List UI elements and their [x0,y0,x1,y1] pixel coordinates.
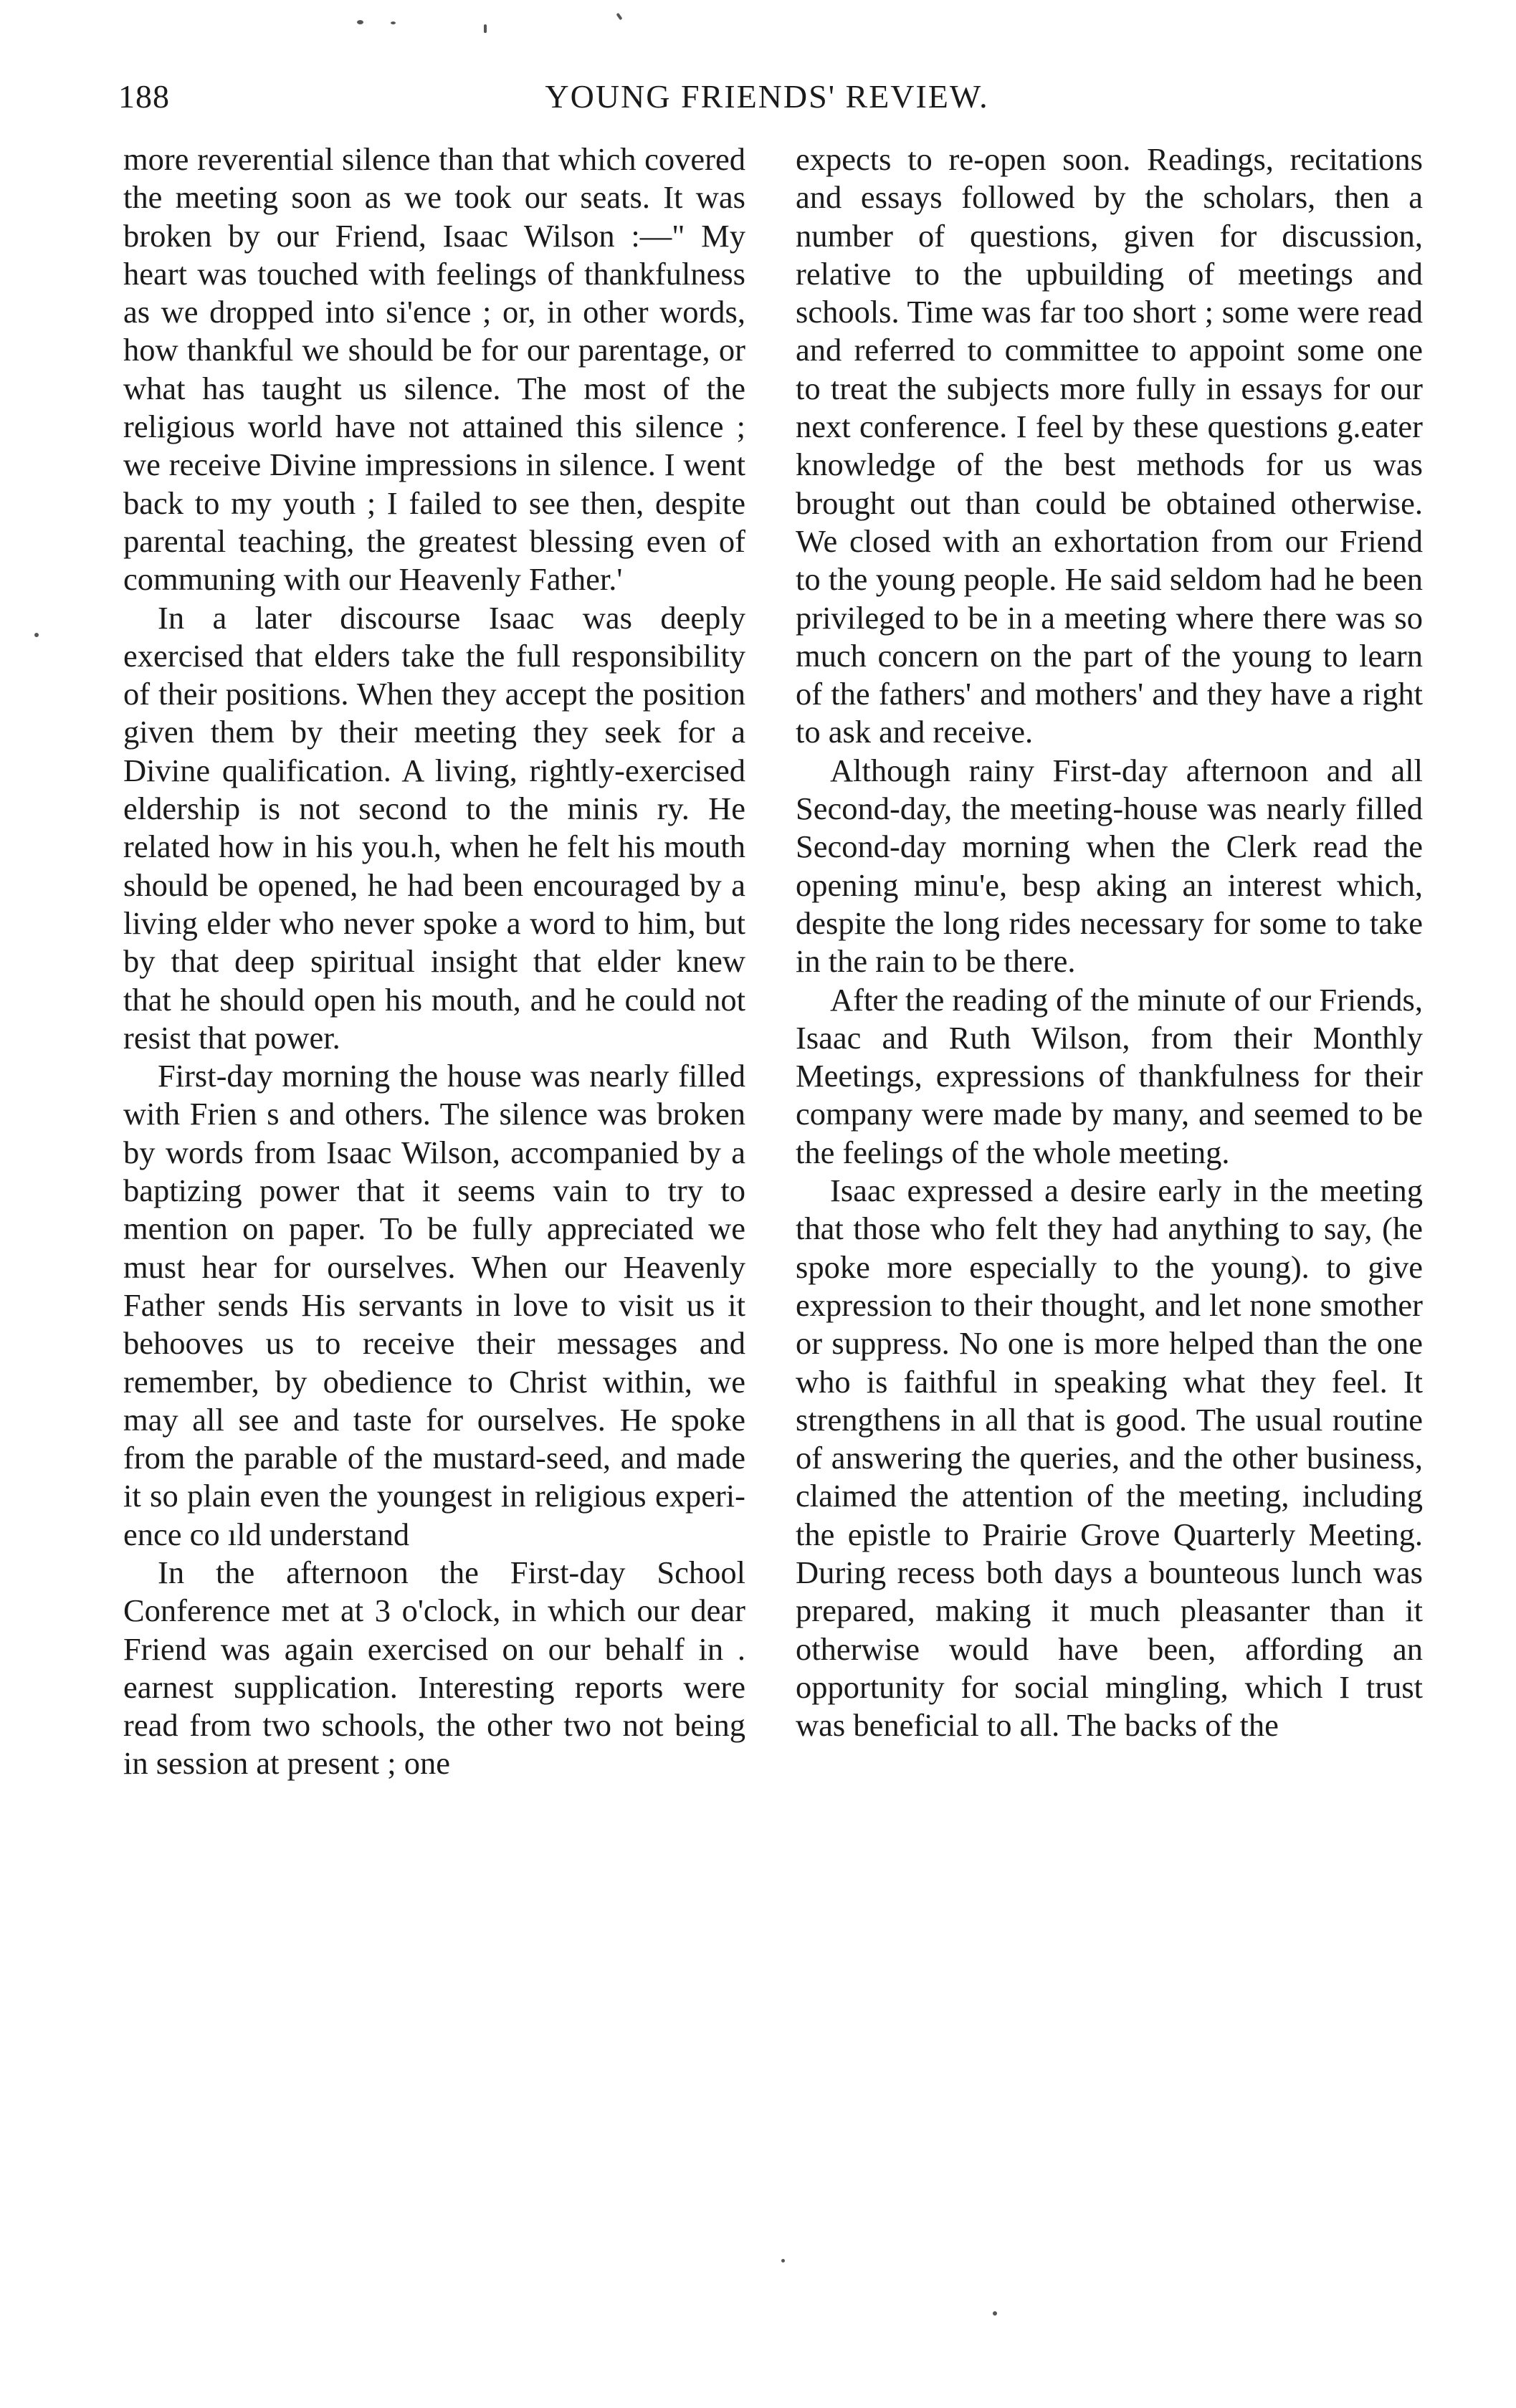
scan-speck [391,22,396,24]
scan-speck [34,633,39,637]
paragraph: expects to re-open soon. Readings, recitations and essays followed by the scholars, then a number of questions, given for discussion, relative to the upbuilding of meetings and schools. Time was far too short ; some were read and referred to committee to appoint some one to treat the subjects more fully in essays for our next conference. I feel by these questions g.eater knowledge of the best methods for us was brought out than could be obtained otherwise. We closed with an exhortation from our Friend to the young people. He said seldom had he been privileged to be in a meeting where there was so much concern on the part of the young to learn of the fathers' and mothers' and they have a right to ask and receive. [796,141,1423,750]
scan-speck [484,24,487,33]
paragraph: In a later discourse Isaac was deeply exercised that elders take the full responsibility of their positions. When they accept the position given them by their meeting they seek for a Divine qualification. A living, rightly-exercised eldership is not second to the minis ry. He related how in his you.h, when he felt his mouth should be opened, he had been encouraged by a living elder who never spoke a word to him, but by that deep spiritual insight that elder knew that he should open his mouth, and he could not resist that power. [123,599,745,1056]
running-title: YOUNG FRIENDS' REVIEW. [545,78,989,115]
right-column [796,140,1423,1744]
paragraph: First-day morning the house was nearly filled with Frien s and others. The silence was broken by words from Isaac Wilson, accompanied by a baptizing power that it seems vain to try to mention on paper. To be fully appreciated we must hear for ourselves. When our Heavenly Father sends His servants in love to visit us it behooves us to receive their messages and remember, by obedience to Christ within, we may all see and taste for ourselves. He spoke from the parable of the mustard-seed, and made it so plain even the youngest in religious experience co ıld understand [123,1058,745,1552]
scan-speck [781,2259,785,2263]
paragraph: Isaac expressed a desire early in the meeting that those who felt they had anything to say, (he spoke more especially to the young). to give expression to their thought, and let none smother or suppress. No one is more helped than the one who is faithful in speaking what they feel. It strengthens in all that is good. The usual routine of answering the queries, and the other business, claimed the attention of the meeting, including the epistle to Prairie Grove Quarterly Meeting. During recess both days a bounteous lunch was prepared, making it much pleasanter than it otherwise would have been, affording an opportunity for social mingling, which I trust was beneficial to all. The backs of the [796,1172,1423,1744]
paragraph: After the reading of the minute of our Friends, Isaac and Ruth Wilson, from their Monthly Meetings, expressions of thankfulness for their company were made by many, and seemed to be the feelings of the whole meeting. [796,981,1423,1170]
page-number: 188 [118,78,170,115]
scan-speck [357,20,363,24]
scan-speck [616,13,622,20]
paragraph: Although rainy First-day afternoon and all Second-day, the meeting-house was nearly filled Second-day morning when the Clerk read the opening minu'e, besp aking an interest which, despite the long rides necessary for some to take in the rain to be there. [796,752,1423,980]
paragraph: more reverential silence than that which covered the meeting soon as we took our seats. It was broken by our Friend, Isaac Wilson :—" My heart was touched with feelings of thankfulness as we dropped into si'ence ; or, in other words, how thankful we should be for our parentage, or what has taught us silence. The most of the religious world have not attained this silence ; we receive Divine impressions in silence. I went back to my youth ; I failed to see then, despite parental teaching, the greatest blessing even of communing with our Heavenly Father.' [123,141,745,598]
scan-speck [993,2311,997,2316]
left-column [123,140,745,1783]
paragraph: In the afternoon the First-day School Conference met at 3 o'clock, in which our dear Friend was again exercised on our behalf in . earnest supplication. Interesting reports were read from two schools, the other two not being in session at present ; one [123,1554,745,1782]
